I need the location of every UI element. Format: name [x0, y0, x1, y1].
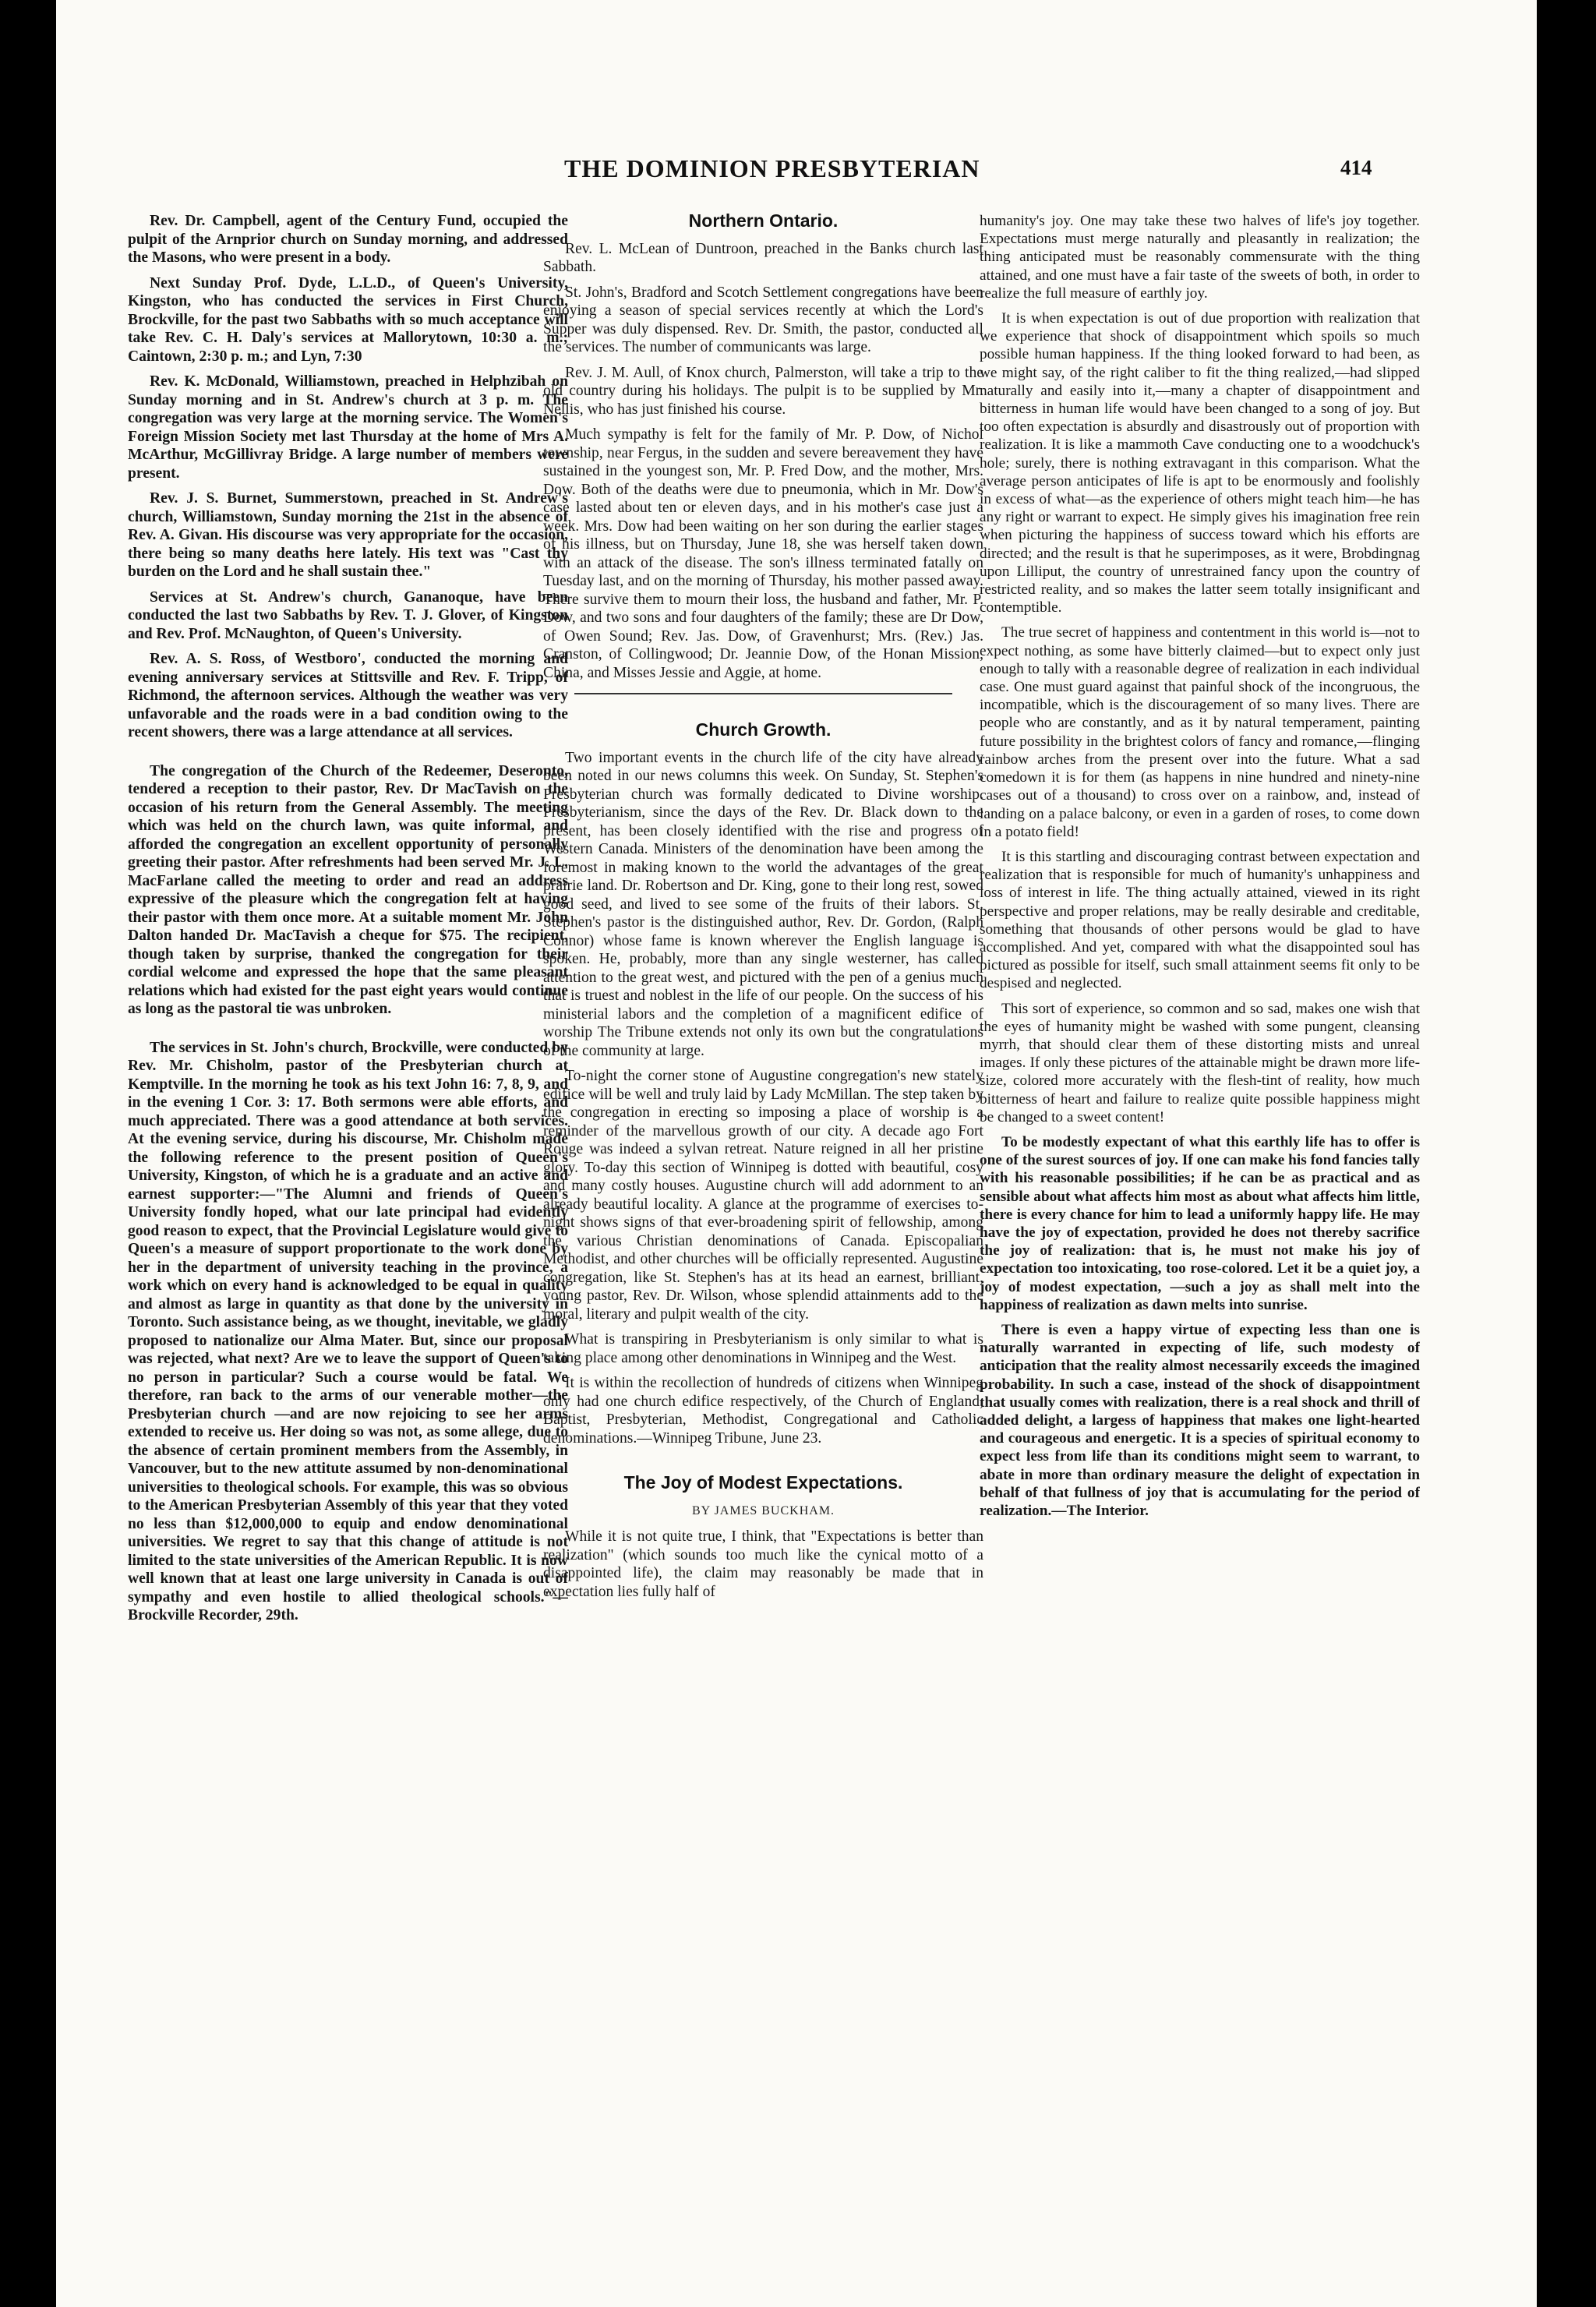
page-header [56, 154, 1537, 193]
news-item: St. John's, Bradford and Scotch Settlement congregations have been enjoying a season of special services recently at which the Lord's Supper was duly dispensed. Rev. Dr. Smith, the pastor, conducted all the services. The number of communicants was large. [543, 284, 983, 355]
news-item: Rev. J. S. Burnet, Summerstown, preached in St. Andrew's church, Williamstown, Sunday morning the 21st in the absence of Rev. A. Givan. His discourse was very appropriate for the occasion, there being so many deaths here lately. His text was "Cast thy burden on the Lord and he shall sustain thee." [128, 490, 568, 580]
article-byline: BY JAMES BUCKHAM. [691, 1503, 835, 1517]
news-item: Much sympathy is felt for the family of Mr. P. Dow, of Nichol township, near Fergus, in the sudden and severe bereavement they have sustained in the youngest son, Mr. P. Fred Dow, and the mother, Mrs. Dow. Both of the deaths were due to pneumonia, which in Mr. Dow's case lasted about ten or eleven days, and in his mother's case just a week. Mrs. Dow had been waiting on her son during the earlier stages of his illness, but on Thursday, June 18, she was herself taken down with an attack of the disease. The son's illness terminated fatally on Tuesday last, and on the morning of Thursday, his mother passed away. There survive them to mourn their loss, the husband and father, Mr. P. Dow, and two sons and four daughters of the family; these are Dr Dow, of Owen Sound; Rev. Jas. Dow, of Gravenhurst; Mrs. (Rev.) Jas. Cranston, of Collingwood; Dr. Jeannie Dow, of the Honan Mission, China, and Misses Jessie and Aggie, at home. [543, 426, 983, 681]
news-item: Services at St. Andrew's church, Gananoque, have been conducted the last two Sabbaths by Rev. T. J. Glover, of Kingston and Rev. Prof. McNaughton, of Queen's University. [128, 588, 568, 642]
news-item: Rev. Dr. Campbell, agent of the Century Fund, occupied the pulpit of the Arnprior church on Sunday morning, and addressed the Masons, who were present in a body. [128, 213, 568, 266]
column-right [980, 212, 1420, 2277]
article-paragraph: While it is not quite true, I think, that "Expectations is better than realization" (which sounds too much like the cynical motto of a disappointed life), the claim may reasonably be made that in expectation lies fully half of [543, 1528, 983, 1600]
article-paragraph: It is within the recollection of hundreds of citizens when Winnipeg only had one church edifice respectively, of the Church of England, Baptist, Presbyterian, Methodist, Congregational and Catholic denominations.—Winnipeg Tribune, June 23. [543, 1375, 983, 1447]
news-item: Rev. K. McDonald, Williamstown, preached in Helphzibah on Sunday morning and in St. Andrew's church at 3 p. m. The congregation was very large at the morning service. The Women's Foreign Mission Society met last Thursday at the home of Mrs A. McArthur, McGillivray Bridge. A large number of members were present. [128, 373, 568, 482]
section-heading-northern-ontario: Northern Ontario. [688, 212, 839, 231]
news-item: The congregation of the Church of the Redeemer, Deseronto, tendered a reception to their pastor, Rev. Dr MacTavish on the occasion of his return from the General Assembly. The meeting which was held on the church lawn, was quite informal, and afforded the congregation an excellent opportunity of personally greeting their pastor. After refreshments had been served Mr. J. L. MacFarlane called the meeting to order and read an address expressive of the pleasure which the congregation felt at having their pastor with them once more. At a suitable moment Mr. John Dalton handed Dr. MacTavish a cheque for $75. The recipient, though taken by surprise, thanked the congregation for their cordial welcome and expressed the hope that the same pleasant relations which had existed for the past eight years would continue as long as the pastoral tie was unbroken. [128, 762, 568, 1017]
section-heading-joy-of-modest-expectations: The Joy of Modest Expectations. [623, 1472, 903, 1493]
article-paragraph: To be modestly expectant of what this earthly life has to offer is one of the surest sources of joy. If one can make his fond fancies tally with his reasonable possibilities; if he can be as practical and as sensible about what affects him most as about what affects him little, there is every chance for him to lead a uniformly happy life. He may have the joy of expectation, provided he does not thereby sacrifice the joy of realization: that is, he must not make his joy of expectation too intoxicating, too rose-colored. Let it be a quiet joy, a joy of modest expectation, —such a joy as shall melt into the happiness of realization as dawn melts into sunrise. [980, 1133, 1420, 1313]
article-paragraph: humanity's joy. One may take these two halves of life's joy together. Expectations must merge naturally and pleasantly in realization; the thing anticipated must be reasonably commensurate with the thing attained, and one must have a fair taste of the sweets of both, in order to realize the full measure of earthly joy. [980, 213, 1420, 302]
article-paragraph: Two important events in the church life of the city have already been noted in our news columns this week. On Sunday, St. Stephen's Presbyterian church was formally dedicated to Divine worship. Presbyterianism, since the days of the Rev. Dr. Black down to the present, has been closely identified with the rise and progress of Western Canada. Ministers of the denomination have been among the foremost in making known to the world the advantages of the great prairie land. Dr. Robertson and Dr. King, gone to their long rest, sowed good seed, and lived to see some of the fruits of their labors. St. Stephen's pastor is the distinguished author, Rev. Dr. Gordon, (Ralph Connor) whose fame is known wherever the English language is spoken. He, probably, more than any single westerner, has called attention to the great west, and pictured with the pen of a genius much that is truest and noblest in the life of our people. On the success of his ministerial labors and the completion of a magnificent edifice of worship The Tribune extends not only its own but the congratulations of the community at large. [543, 749, 983, 1059]
news-item: Rev. J. M. Aull, of Knox church, Palmerston, will take a trip to the old country during his holidays. The pulpit is to be supplied by Mr. Nellis, who has just finished his course. [543, 364, 983, 418]
news-item: Rev. L. McLean of Duntroon, preached in the Banks church last Sabbath. [543, 240, 983, 275]
news-item: Next Sunday Prof. Dyde, L.L.D., of Queen's University, Kingston, who has conducted the services in First Church, Brockville, for the past two Sabbaths with so much acceptance will take Rev. C. H. Daly's services at Mallorytown, 10:30 a. m.; Caintown, 2:30 p. m.; and Lyn, 7:30 [128, 274, 568, 365]
newspaper-page [56, 0, 1537, 2307]
section-divider [574, 693, 952, 694]
news-item: The services in St. John's church, Brockville, were conducted by Rev. Mr. Chisholm, pastor of the Presbyterian church at Kemptville. In the morning he took as his text John 16: 7, 8, 9, and in the evening 1 Cor. 3: 17. Both sermons were able efforts, and much appreciated. There was a good attendance at both services. At the evening service, during his discourse, Mr. Chisholm made the following reference to the present position of Queen's University, Kingston, of which he is a graduate and an active and earnest supporter:—"The Alumni and friends of Queen's University fondly hoped, what our late principal had evidently good reason to expect, that the Provincial Legislature would give to Queen's a measure of support proportionate to the work done by her in the department of university teaching in the province, a work which on every hand is acknowledged to be equal in quality and almost as large in quantity as that done by the university in Toronto. Such assistance being, as we thought, inevitable, we gladly proposed to nationalize our Alma Mater. But, since our proposal was rejected, what next? Are we to leave the support of Queen's to no person in particular? Such a course would be fatal. We therefore, ran back to the arms of our venerable mother—the Presbyterian church —and are now rejoicing to see her arms extended to receive us. Her doing so was not, as some allege, due to the absence of certain prominent members from the Assembly, in Vancouver, but to the new attitute assumed by non-denominational universities to theological schools. For example, this was so obvious to the American Presbyterian Assembly of this year that they voted no less than $12,000,000 to equip and endow denominational universities. We regret to say that this change of attitude is not limited to the state universities of the American Republic. It is now well known that at least one large university in Canada is out of sympathy and even hostile to allied theological schools."—Brockville Recorder, 29th. [128, 1039, 568, 1623]
article-paragraph: What is transpiring in Presbyterianism is only similar to what is taking place among other denominations in Winnipeg and the West. [543, 1331, 983, 1366]
article-paragraph: The true secret of happiness and contentment in this world is—not to expect nothing, as some have bitterly claimed—but to expect only just enough to tally with a reasonable degree of realization in each individual case. One must guard against that painful shock of the incongruous, the incompatible, which is the discouragement of so many lives. There are people who are constantly, and as it by natural temperament, painting future possibility in the brightest colors of fancy and romance,—flinging rainbow arches from the present over into the future. What a sad comedown it is for them (as happens in nine hundred and ninety-nine cases out of a thousand) to cross over on a rainbow, and, instead of landing on a palace balcony, or even in a garden of roses, to come down in a potato field! [980, 624, 1420, 840]
article-paragraph: This sort of experience, so common and so sad, makes one wish that the eyes of humanity might be washed with some pungent, cleansing myrrh, that should clear them of these distorting mists and unreal images. If only these pictures of the attainable might be drawn more life-size, colored more accurately with the flesh-tint of reality, how much bitterness of heart and failure to realize quite possible happiness might be changed to a sweet content! [980, 1000, 1420, 1125]
news-item: Rev. A. S. Ross, of Westboro', conducted the morning and evening anniversary services at Stittsville and Rev. F. Tripp, of Richmond, the afternoon services. Although the weather was very unfavorable and the roads were in a bad condition owing to the recent showers, there was a large attendance at all services. [128, 651, 568, 740]
masthead-title: THE DOMINION PRESBYTERIAN [564, 154, 980, 182]
article-paragraph: There is even a happy virtue of expecting less than one is naturally warranted in expecting of life, such modesty of anticipation that the reality almost necessarily exceeds the imagined probability. In such a case, instead of the shock of disappointment that usually comes with realization, there is a real shock and thrill of added delight, a largess of happiness that makes one light-hearted and courageous and energetic. It is a species of spiritual economy to expect less from life than its conditions might seem to warrant, to abate in more than ordinary measure the delight of expectation in behalf of that fullness of joy that is accumulating for the period of realization.—The Interior. [980, 1321, 1420, 1520]
article-paragraph: To-night the corner stone of Augustine congregation's new stately edifice will be well and truly laid by Lady McMillan. The step taken by the congregation in erecting so imposing a place of worship is a reminder of the marvellous growth of our city. A decade ago Fort Rouge was indeed a sylvan retreat. Nature reigned in all her pristine glory. To-day this section of Winnipeg is dotted with beautiful, cosy and many costly houses. Augustine church will add adornment to an already beautiful locality. A glance at the programme of exercises to-night shows signs of that ever-broadening spirit of fellowship, among the various Christian denominations of Canada. Episcopalian Methodist, and other churches will be officially represented. Augustine congregation, like St. Stephen's has at its head an earnest, brilliant, young pastor, Rev. Dr. Wilson, whose splendid attainments add to the moral, literary and pulpit wealth of the city. [543, 1068, 983, 1323]
article-paragraph: It is this startling and discouraging contrast between expectation and realization that is responsible for much of humanity's unhappiness and loss of interest in life. The thing actually attained, viewed in its right perspective and proper relations, may be really desirable and creditable, something that thousands of other persons would be glad to have accomplished. And yet, compared with what the disappointed soul has pictured as possible for itself, such small attainment seems fit only to be despised and neglected. [980, 848, 1420, 992]
page-number: 414 [1340, 156, 1372, 179]
section-heading-church-growth: Church Growth. [695, 719, 832, 740]
column-middle [543, 212, 983, 2277]
column-left [128, 212, 568, 2277]
article-paragraph: It is when expectation is out of due proportion with realization that we experience that shock of disappointment which spoils so much possible human happiness. If the thing looked forward to had been, as we might say, of the right caliber to fit the thing realized,—had slipped naturally and easily into it,—many a chapter of disappointment and bitterness in human life would have been changed to a song of joy. But too often expectation is absurdly and disastrously out of proportion with realization. It is like a mammoth Cave conducting one to a woodchuck's hole; surely, there is nothing extravagant in this comparison. What the average person anticipates of life is apt to be enormously and foolishly in excess of what—as the experience of others might teach him—he has any right or warrant to expect. He simply gives his imagination free rein when picturing the happiness of success toward which his efforts are directed; and the result is that he superimposes, as it were, Brobdingnag upon Lilliput, the country of unrestrained fancy upon the country of restricted reality, and so makes the latter seem totally insignificant and contemptible. [980, 310, 1420, 616]
